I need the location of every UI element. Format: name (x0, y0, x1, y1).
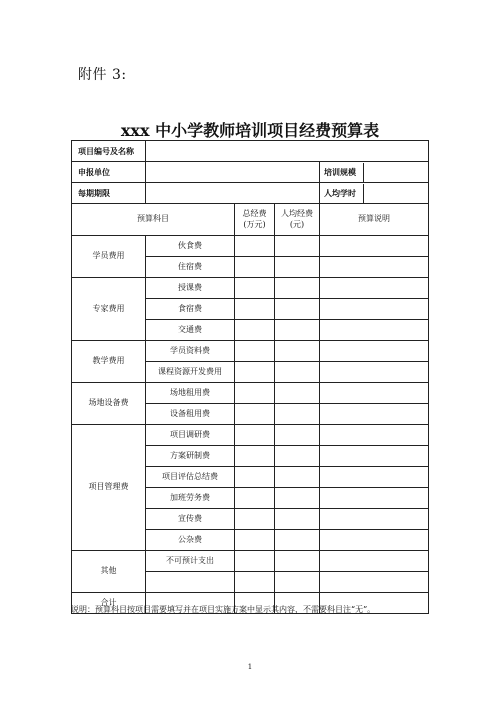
item-lodging: 住宿费 (146, 257, 235, 278)
cell-per[interactable] (275, 257, 320, 278)
item-misc: 公杂费 (146, 530, 235, 551)
group-other: 其他 (72, 551, 146, 593)
cell-note[interactable] (320, 257, 429, 278)
group-mgmt: 项目管理费 (72, 425, 146, 551)
group-venue: 场地设备费 (72, 383, 146, 425)
cell-note[interactable] (320, 362, 429, 383)
scale-field[interactable] (364, 163, 428, 182)
table-row (72, 383, 429, 404)
cell-note[interactable] (320, 236, 429, 257)
cell-total[interactable] (235, 425, 275, 446)
hours-field[interactable] (364, 184, 428, 203)
cell-note[interactable] (320, 446, 429, 467)
item-course-dev: 课程资源开发费用 (146, 362, 235, 383)
cell-note[interactable] (320, 551, 429, 572)
cell-note[interactable] (320, 572, 429, 593)
cell-total[interactable] (235, 488, 275, 509)
cell-total[interactable] (235, 467, 275, 488)
scale-label: 培训规模 (320, 163, 364, 182)
cell-per[interactable] (275, 488, 320, 509)
project-code-field[interactable] (146, 141, 429, 162)
item-food: 伙食费 (146, 236, 235, 257)
cell-per[interactable] (275, 446, 320, 467)
cell-total[interactable] (235, 257, 275, 278)
cell-total[interactable] (235, 299, 275, 320)
cell-per[interactable] (275, 383, 320, 404)
item-transport: 交通费 (146, 320, 235, 341)
cell-note[interactable] (320, 404, 429, 425)
cell-note[interactable] (320, 341, 429, 362)
cell-total[interactable] (235, 320, 275, 341)
cell-per[interactable] (275, 530, 320, 551)
header-per-capita: 人均经费 (元) (275, 204, 320, 236)
cell-total[interactable] (235, 236, 275, 257)
cell-per[interactable] (275, 551, 320, 572)
budget-table (71, 140, 429, 614)
item-plan: 方案研制费 (146, 446, 235, 467)
row-unit (72, 162, 429, 183)
period-field[interactable] (146, 183, 320, 204)
header-note: 预算说明 (320, 204, 429, 236)
row-project-code (72, 141, 429, 162)
cell-per[interactable] (275, 509, 320, 530)
cell-total[interactable] (235, 362, 275, 383)
cell-note[interactable] (320, 509, 429, 530)
cell-total[interactable] (235, 383, 275, 404)
cell-per[interactable] (275, 341, 320, 362)
item-equip-rent: 设备租用费 (146, 404, 235, 425)
cell-per[interactable] (275, 278, 320, 299)
item-overtime: 加班劳务费 (146, 488, 235, 509)
item-materials: 学员资料费 (146, 341, 235, 362)
item-research: 项目调研费 (146, 425, 235, 446)
annex-label: 附件 3: (78, 67, 127, 83)
unit-label: 申报单位 (72, 162, 146, 183)
cell-total[interactable] (235, 509, 275, 530)
cell-per[interactable] (275, 362, 320, 383)
cell-total[interactable] (235, 551, 275, 572)
table-row (72, 551, 429, 572)
row-period (72, 183, 429, 204)
cell-per[interactable] (275, 236, 320, 257)
cell-note[interactable] (320, 425, 429, 446)
period-label: 每期期限 (72, 183, 146, 204)
header-row (72, 204, 429, 236)
page-number: 1 (247, 663, 253, 671)
item-unforeseen: 不可预计支出 (146, 551, 235, 572)
cell-note[interactable] (320, 299, 429, 320)
item-venue-rent: 场地租用费 (146, 383, 235, 404)
cell-note[interactable] (320, 488, 429, 509)
cell-total[interactable] (235, 530, 275, 551)
project-code-label: 项目编号及名称 (72, 141, 146, 162)
table-row (72, 425, 429, 446)
table-row (72, 341, 429, 362)
cell-per[interactable] (275, 320, 320, 341)
footnote: 说明：预算科目按项目需要填写并在项目实施方案中显示其内容，不需要科目注“无”。 (71, 605, 376, 614)
item-lecture: 授课费 (146, 278, 235, 299)
item-blank[interactable] (146, 572, 235, 593)
cell-note[interactable] (320, 383, 429, 404)
item-publicity: 宣传费 (146, 509, 235, 530)
hours-label: 人均学时 (320, 184, 364, 203)
unit-field[interactable] (146, 162, 320, 183)
table-row (72, 236, 429, 257)
header-total: 总经费 (万元) (235, 204, 275, 236)
cell-total[interactable] (235, 446, 275, 467)
group-total: 合计 (72, 593, 146, 614)
cell-total[interactable] (235, 278, 275, 299)
item-eval: 项目评估总结费 (146, 467, 235, 488)
cell-total[interactable] (235, 404, 275, 425)
cell-per[interactable] (275, 572, 320, 593)
group-teaching: 教学费用 (72, 341, 146, 383)
cell-per[interactable] (275, 404, 320, 425)
item-expert-food: 食宿费 (146, 299, 235, 320)
cell-note[interactable] (320, 467, 429, 488)
cell-note[interactable] (320, 278, 429, 299)
page-title: xxx 中小学教师培训项目经费预算表 (120, 121, 380, 140)
cell-total[interactable] (235, 341, 275, 362)
cell-per[interactable] (275, 467, 320, 488)
cell-per[interactable] (275, 425, 320, 446)
cell-per[interactable] (275, 299, 320, 320)
cell-note[interactable] (320, 530, 429, 551)
group-expert: 专家费用 (72, 278, 146, 341)
table-row (72, 278, 429, 299)
cell-total[interactable] (235, 572, 275, 593)
header-subject: 预算科目 (72, 204, 235, 236)
group-student: 学员费用 (72, 236, 146, 278)
cell-note[interactable] (320, 320, 429, 341)
